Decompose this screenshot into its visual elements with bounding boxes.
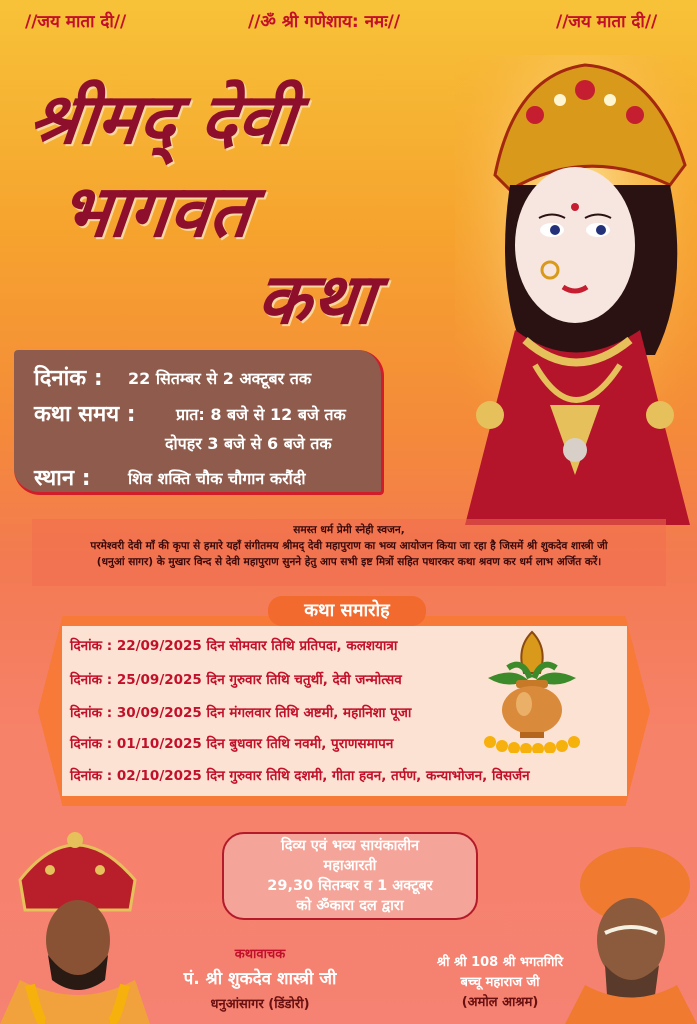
intro-message: [32, 519, 666, 586]
goddess-illustration: [455, 55, 697, 525]
event-item: दिनांक : 02/10/2025 दिन गुरुवार तिथि दशमी, गीता हवन, तर्पण, कन्याभोजन, विसर्जन: [70, 768, 530, 784]
event-item: दिनांक : 22/09/2025 दिन सोमवार तिथि प्रतिपदा, कलशयात्रा: [70, 638, 398, 654]
title-line-1: श्रीमद् देवी: [25, 77, 300, 160]
guru-line-1: श्री श्री 108 श्री भगतगिरि: [436, 955, 564, 970]
speaker-place: धनुआंसागर (डिंडोरी): [210, 997, 310, 1012]
title-line-2: भागवत: [55, 168, 256, 253]
speaker-name: पं. श्री शुकदेव शास्त्री जी: [183, 969, 337, 989]
aarti-line-4: को ॐकारा दल द्वारा: [296, 898, 404, 914]
time-value-morning: प्रात: 8 बजे से 12 बजे तक: [176, 405, 346, 424]
time-value-afternoon: दोपहर 3 बजे से 6 बजे तक: [165, 434, 332, 453]
event-item: दिनांक : 01/10/2025 दिन बुधवार तिथि नवमी, पुराणसमापन: [70, 736, 394, 752]
intro-greeting: समस्त धर्म प्रेमी स्नेही स्वजन,: [293, 524, 405, 536]
samaroh-title: कथा समारोह: [268, 596, 426, 626]
time-label: कथा समय :: [34, 402, 136, 427]
guru-portrait: [565, 845, 697, 1024]
aarti-line-3: 29,30 सितम्बर व 1 अक्टूबर: [267, 878, 433, 894]
date-value: 22 सितम्बर से 2 अक्टूबर तक: [128, 369, 312, 388]
header-center-text: //ॐ श्री गणेशाय: नमः//: [248, 12, 401, 32]
aarti-box: [222, 832, 478, 920]
intro-line-2: (धनुआं सागर) के मुखार विन्द से देवी महापुराण सुनने हेतु आप सभी इष्ट मित्रों सहित पधारकर कथा श्रवण कर धर्म लाभ अर्जित करें।: [96, 556, 602, 568]
speaker-role: कथावाचक: [234, 947, 286, 962]
kalash-icon: [478, 628, 586, 753]
title-line-3: कथा: [253, 257, 379, 340]
header-right-text: //जय माता दी//: [556, 12, 658, 32]
header-left-text: //जय माता दी//: [25, 12, 127, 32]
speaker-portrait: [0, 820, 150, 1024]
event-item: दिनांक : 30/09/2025 दिन मंगलवार तिथि अष्टमी, महानिशा पूजा: [70, 705, 412, 721]
guru-line-3: (अमोल आश्रम): [461, 995, 539, 1010]
guru-line-2: बच्चू महाराज जी: [460, 975, 540, 990]
intro-line-1: परमेश्वरी देवी माँ की कृपा से हमारे यहाँ संगीतमय श्रीमद् देवी महापुराण का भव्य आयोजन किया जा रहा है जिसमें श्री शुकदेव शास्त्री जी: [90, 540, 608, 552]
event-item: दिनांक : 25/09/2025 दिन गुरुवार तिथि चतुर्थी, देवी जन्मोत्सव: [70, 672, 402, 688]
aarti-line-2: महाआरती: [323, 858, 377, 874]
place-value: शिव शक्ति चौक चौगान करौंदी: [128, 469, 306, 488]
place-label: स्थान :: [34, 466, 91, 491]
date-label: दिनांक :: [34, 366, 103, 391]
aarti-line-1: दिव्य एवं भव्य सायंकालीन: [280, 838, 420, 854]
